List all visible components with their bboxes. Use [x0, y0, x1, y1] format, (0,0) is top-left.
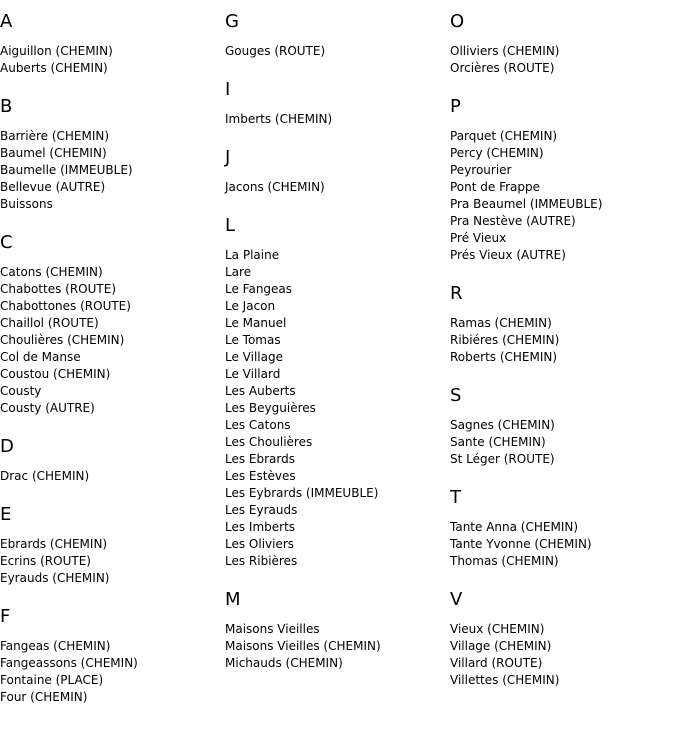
section-letter: P [450, 96, 461, 117]
section-letter: V [450, 589, 463, 610]
street-item[interactable]: Chaillol (ROUTE) [0, 316, 99, 330]
street-item[interactable]: Maisons Vieilles (CHEMIN) [225, 639, 381, 653]
street-item[interactable]: Fangeas (CHEMIN) [0, 639, 111, 653]
street-item[interactable]: Imberts (CHEMIN) [225, 112, 333, 126]
street-item[interactable]: Pont de Frappe [450, 180, 541, 194]
street-item[interactable]: Choulières (CHEMIN) [0, 333, 125, 347]
street-item[interactable]: Col de Manse [0, 350, 81, 364]
street-item[interactable]: Bellevue (AUTRE) [0, 180, 106, 194]
street-list [450, 43, 670, 77]
street-list [0, 128, 220, 213]
section-letter: S [450, 385, 462, 406]
street-list [0, 536, 220, 587]
section-letter: M [225, 589, 241, 610]
street-item[interactable]: Village (CHEMIN) [450, 639, 552, 653]
street-list [450, 621, 670, 689]
section-letter: A [0, 11, 13, 32]
street-item[interactable]: Chabottes (ROUTE) [0, 282, 116, 296]
street-item[interactable]: Sagnes (CHEMIN) [450, 418, 555, 432]
letter-section [450, 589, 670, 689]
street-item[interactable]: Chabottones (ROUTE) [0, 299, 131, 313]
street-item[interactable]: Percy (CHEMIN) [450, 146, 544, 160]
section-letter: O [450, 11, 465, 32]
section-letter: D [0, 436, 14, 457]
letter-section [450, 487, 670, 570]
street-item[interactable]: Les Imberts [225, 520, 296, 534]
section-letter: B [0, 96, 13, 117]
street-item[interactable]: Cousty (AUTRE) [0, 401, 95, 415]
street-item[interactable]: St Léger (ROUTE) [450, 452, 555, 466]
street-item[interactable]: Sante (CHEMIN) [450, 435, 546, 449]
street-item[interactable]: Orcières (ROUTE) [450, 61, 555, 75]
street-item[interactable]: Baumelle (IMMEUBLE) [0, 163, 133, 177]
street-item[interactable]: Fangeassons (CHEMIN) [0, 656, 138, 670]
street-item[interactable]: Roberts (CHEMIN) [450, 350, 558, 364]
street-item[interactable]: Les Beyguières [225, 401, 316, 415]
street-list [0, 264, 220, 417]
section-letter: E [0, 504, 12, 525]
street-item[interactable]: Pra Beaumel (IMMEUBLE) [450, 197, 603, 211]
street-item[interactable]: Cousty [0, 384, 42, 398]
street-list [450, 315, 670, 366]
street-item[interactable]: Le Villard [225, 367, 281, 381]
street-item[interactable]: Villettes (CHEMIN) [450, 673, 560, 687]
letter-section [225, 11, 445, 60]
street-list [225, 43, 445, 60]
street-list [225, 111, 445, 128]
street-item[interactable]: Le Village [225, 350, 283, 364]
letter-section [0, 436, 220, 485]
letter-section [225, 147, 445, 196]
street-list [450, 417, 670, 468]
letter-section [0, 11, 220, 77]
street-item[interactable]: Pré Vieux [450, 231, 507, 245]
street-item[interactable]: Baumel (CHEMIN) [0, 146, 107, 160]
street-item[interactable]: Aiguillon (CHEMIN) [0, 44, 113, 58]
street-item[interactable]: Villard (ROUTE) [450, 656, 543, 670]
street-item[interactable]: Eyrauds (CHEMIN) [0, 571, 110, 585]
letter-section [0, 232, 220, 417]
street-item[interactable]: Coustou (CHEMIN) [0, 367, 111, 381]
street-item[interactable]: Drac (CHEMIN) [0, 469, 90, 483]
street-item[interactable]: Lare [225, 265, 252, 279]
index-column [0, 0, 220, 725]
letter-section [450, 96, 670, 264]
street-list [225, 247, 445, 570]
letter-section [225, 215, 445, 570]
street-item[interactable]: Ecrins (ROUTE) [0, 554, 91, 568]
street-item[interactable]: Auberts (CHEMIN) [0, 61, 108, 75]
section-letter: G [225, 11, 239, 32]
section-letter: I [225, 79, 231, 100]
index-column [225, 0, 445, 691]
street-list [225, 621, 445, 672]
street-list [0, 638, 220, 706]
letter-section [225, 79, 445, 128]
street-item[interactable]: Les Eyrauds [225, 503, 298, 517]
section-letter: R [450, 283, 463, 304]
street-item[interactable]: Le Tomas [225, 333, 281, 347]
street-list [450, 519, 670, 570]
letter-section [0, 504, 220, 587]
street-item[interactable]: Les Estèves [225, 469, 296, 483]
street-list [0, 468, 220, 485]
street-item[interactable]: Parquet (CHEMIN) [450, 129, 558, 143]
street-item[interactable]: Barrière (CHEMIN) [0, 129, 110, 143]
section-letter: F [0, 606, 11, 627]
street-list [450, 128, 670, 264]
street-item[interactable]: Peyrourier [450, 163, 512, 177]
street-item[interactable]: Le Jacon [225, 299, 276, 313]
section-letter: C [0, 232, 13, 253]
street-item[interactable]: Les Eybrards (IMMEUBLE) [225, 486, 379, 500]
street-item[interactable]: La Plaine [225, 248, 280, 262]
letter-section [0, 606, 220, 706]
street-item[interactable]: Buissons [0, 197, 53, 211]
letter-section [450, 385, 670, 468]
street-item[interactable]: Vieux (CHEMIN) [450, 622, 545, 636]
street-item[interactable]: Pra Nestève (AUTRE) [450, 214, 576, 228]
street-item[interactable]: Four (CHEMIN) [0, 690, 88, 704]
street-item[interactable]: Tante Anna (CHEMIN) [450, 520, 579, 534]
letter-section [450, 11, 670, 77]
street-item[interactable]: Ribiéres (CHEMIN) [450, 333, 560, 347]
letter-section [450, 283, 670, 366]
street-item[interactable]: Gouges (ROUTE) [225, 44, 326, 58]
street-item[interactable]: Les Oliviers [225, 537, 295, 551]
street-item[interactable]: Prés Vieux (AUTRE) [450, 248, 566, 262]
street-item[interactable]: Les Auberts [225, 384, 296, 398]
street-item[interactable]: Le Manuel [225, 316, 287, 330]
street-item[interactable]: Tante Yvonne (CHEMIN) [450, 537, 592, 551]
street-item[interactable]: Ramas (CHEMIN) [450, 316, 552, 330]
index-column [450, 0, 670, 708]
street-list [225, 179, 445, 196]
street-item[interactable]: Catons (CHEMIN) [0, 265, 103, 279]
street-item[interactable]: Ebrards (CHEMIN) [0, 537, 108, 551]
street-item[interactable]: Les Choulières [225, 435, 313, 449]
street-item[interactable]: Les Ribières [225, 554, 298, 568]
street-item[interactable]: Le Fangeas [225, 282, 293, 296]
street-list [0, 43, 220, 77]
street-item[interactable]: Fontaine (PLACE) [0, 673, 104, 687]
street-item[interactable]: Jacons (CHEMIN) [225, 180, 325, 194]
section-letter: J [225, 147, 231, 168]
letter-section [0, 96, 220, 213]
street-item[interactable]: Olliviers (CHEMIN) [450, 44, 560, 58]
letter-section [225, 589, 445, 672]
street-item[interactable]: Michauds (CHEMIN) [225, 656, 343, 670]
section-letter: T [450, 487, 461, 508]
street-item[interactable]: Thomas (CHEMIN) [450, 554, 559, 568]
street-item[interactable]: Les Ebrards [225, 452, 296, 466]
section-letter: L [225, 215, 236, 236]
street-item[interactable]: Maisons Vieilles [225, 622, 320, 636]
street-item[interactable]: Les Catons [225, 418, 291, 432]
